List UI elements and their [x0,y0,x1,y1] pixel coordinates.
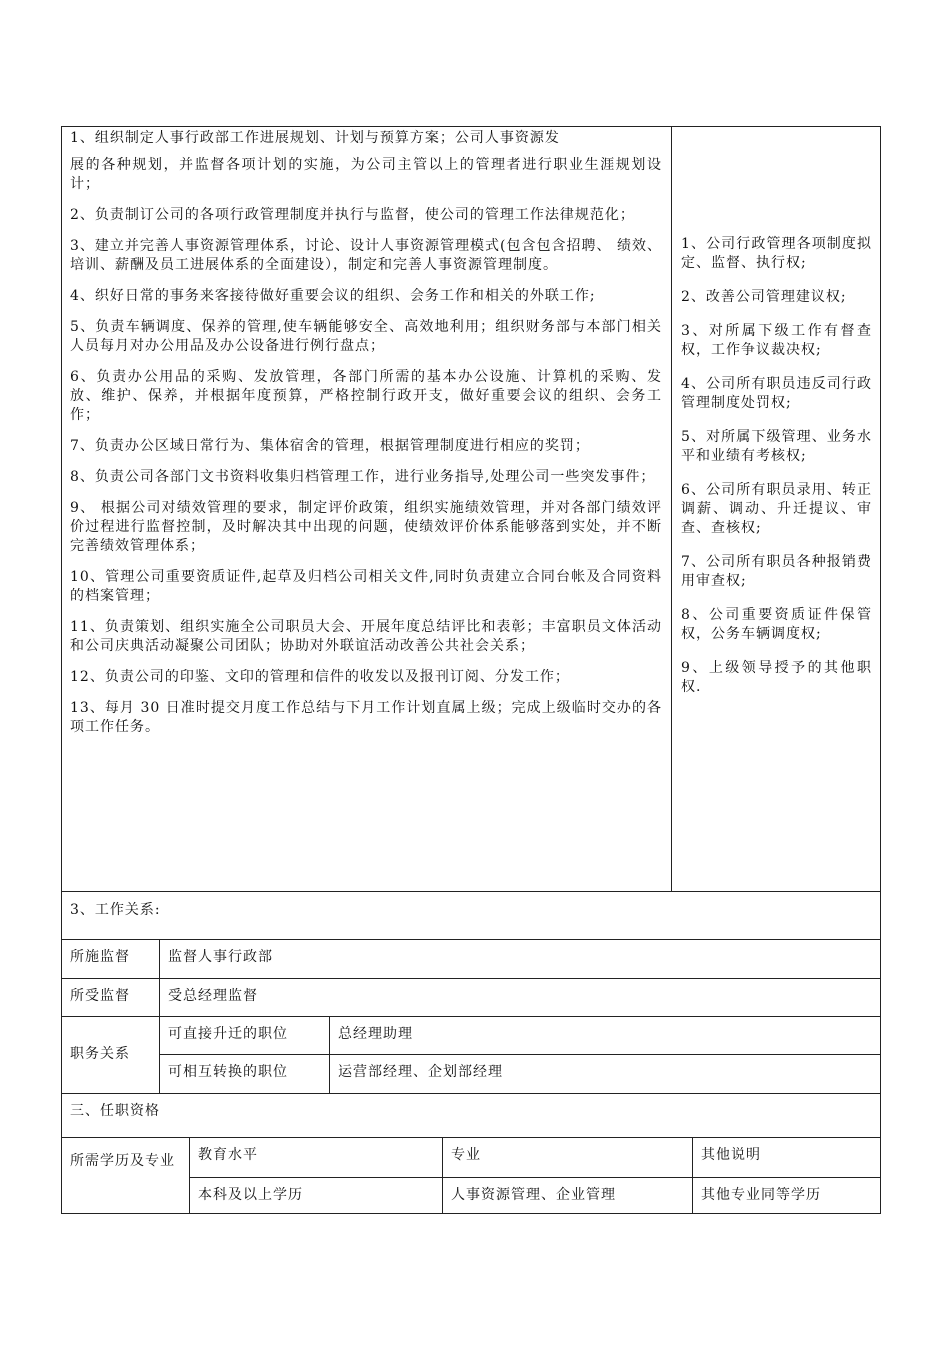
duties-cell [62,127,672,892]
supervises-label: 所施监督 [62,939,160,978]
transfer-label: 可相互转换的职位 [160,1054,330,1093]
education-header: 教育水平 [190,1138,443,1178]
promotion-value: 总经理助理 [330,1016,881,1054]
supervises-value: 监督人事行政部 [160,939,881,978]
job-description-document [61,126,880,1214]
duty-item: 5、负责车辆调度、保养的管理,使车辆能够安全、高效地利用；组织财务部与本部门相关人员每月对办公用品及办公设备进行例行盘点； [70,319,662,354]
right-item: 2、改善公司管理建议权; [681,289,847,305]
rights-cell [672,127,881,892]
other-header: 其他说明 [693,1138,881,1178]
duty-item: 7、负责办公区域日常行为、集体宿舍的管理，根据管理制度进行相应的奖罚； [70,438,590,454]
education-value: 本科及以上学历 [190,1178,443,1214]
qualifications-heading: 三、任职资格 [62,1094,881,1138]
supervised-value: 受总经理监督 [160,978,881,1016]
other-value: 其他专业同等学历 [693,1178,881,1214]
supervised-label: 所受监督 [62,978,160,1016]
right-item: 6、公司所有职员录用、转正调薪、调动、升迁提议、审查、查核权; [681,482,872,536]
right-item: 8、公司重要资质证件保管权，公务车辆调度权; [681,607,872,642]
right-item: 7、公司所有职员各种报销费用审查权; [681,554,872,589]
duty-item: 展的各种规划，并监督各项计划的实施，为公司主管以上的管理者进行职业生涯规划设计； [70,157,662,192]
right-item: 5、对所属下级管理、业务水平和业绩有考核权; [681,429,872,464]
duty-item: 8、负责公司各部门文书资料收集归档管理工作，进行业务指导,处理公司一些突发事件； [70,469,656,485]
duty-item: 6、负责办公用品的采购、发放管理，各部门所需的基本办公设施、计算机的采购、发放、维护、保养，并根据年度预算，严格控制行政开支，做好重要会议的组织、会务工作； [70,369,662,423]
right-item: 3、对所属下级工作有督查权，工作争议裁决权; [681,323,872,358]
duties-rights-table [61,126,881,892]
promotion-label: 可直接升迁的职位 [160,1016,330,1054]
right-item: 4、公司所有职员违反司行政管理制度处罚权; [681,376,872,411]
duty-item: 3、建立并完善人事资源管理体系，讨论、设计人事资源管理模式(包含包含招聘、 绩效、 培训、薪酬及员工进展体系的全面建设），制定和完善人事资源管理制度。 [70,238,662,273]
duty-item: 12、负责公司的印鉴、文印的管理和信件的收发以及报刊订阅、分发工作； [70,669,570,685]
duty-item: 11、负责策划、组织实施全公司职员大会、开展年度总结评比和表彰；丰富职员文体活动和公司庆典活动凝聚公司团队；协助对外联谊活动改善公共社会关系； [70,619,662,654]
duty-item: 4、织好日常的事务来客接待做好重要会议的组织、会务工作和相关的外联工作; [70,288,596,304]
major-header: 专业 [443,1138,693,1178]
duty-item: 1、组织制定人事行政部工作进展规划、计划与预算方案；公司人事资源发 [70,130,560,146]
right-item: 1、公司行政管理各项制度拟定、监督、执行权; [681,236,872,271]
duty-item: 2、负责制订公司的各项行政管理制度并执行与监督，使公司的管理工作法律规范化； [70,207,635,223]
work-relations-table [61,892,881,1094]
education-label: 所需学历及专业 [62,1138,190,1214]
qualifications-table [61,1094,881,1215]
transfer-value: 运营部经理、企划部经理 [330,1054,881,1093]
work-relations-heading: 3、工作关系: [62,892,881,939]
duty-item: 9、 根据公司对绩效管理的要求，制定评价政策，组织实施绩效管理，并对各部门绩效评价过程进行监督控制，及时解决其中出现的问题，使绩效评价体系能够落到实处，并不断完善绩效管理体系； [70,500,662,554]
right-item: 9、上级领导授予的其他职权. [681,660,872,695]
position-relation-label: 职务关系 [62,1016,160,1093]
duty-item: 13、每月 30 日准时提交月度工作总结与下月工作计划直属上级；完成上级临时交办的各项工作任务。 [70,700,662,735]
major-value: 人事资源管理、企业管理 [443,1178,693,1214]
duty-item: 10、管理公司重要资质证件,起草及归档公司相关文件,同时负责建立合同台帐及合同资料的档案管理； [70,569,662,604]
